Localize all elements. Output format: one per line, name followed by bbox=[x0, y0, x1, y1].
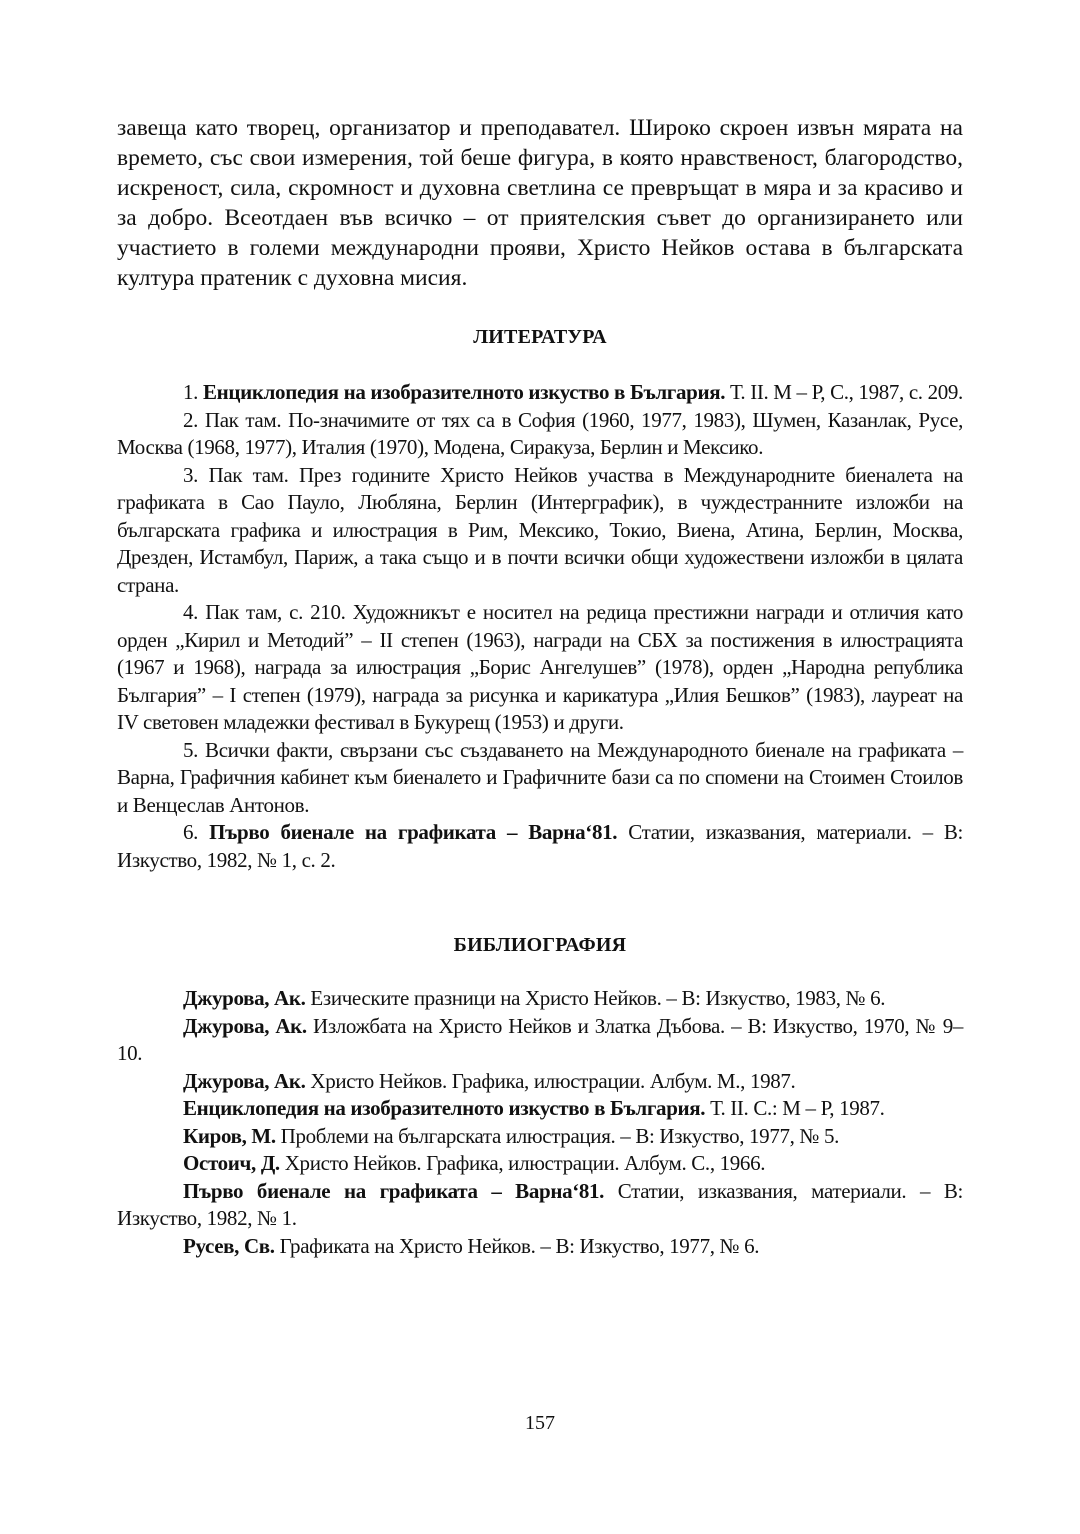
intro-paragraph: завеща като творец, организатор и преподавател. Широко скроен извън мярата на времето, със свои измерения, той беше фигура, в която нравственост, благородство, искреност, сила, скромност и духовна светлина се превръщат в мяра и за красиво и за добро. Всеотдаен във всичко – от приятелския съвет до организирането или участието в големи международни прояви, Христо Нейков остава в българската култура пратеник с духовна мисия. bbox=[117, 115, 963, 291]
document-page bbox=[117, 113, 963, 1260]
bibliography-list bbox=[117, 985, 963, 1260]
literature-item: 1. Енциклопедия на изобразителното изкуство в България. Т. II. М – Р, С., 1987, с. 209. bbox=[183, 380, 963, 404]
author-name: Джурова, Ак. bbox=[183, 986, 306, 1010]
literature-item: 3. Пак там. През годините Христо Нейков участва в Международните биеналета на графиката в Сао Пауло, Любляна, Берлин (Интерграфик), в чуждестранните изложби на българската графика и илюстрация в Рим, Мексико, Токио, Виена, Атина, Берлин, Москва, Дрезден, Истамбул, Париж, а така също и в почти всички общи художествени изложби в цялата страна. bbox=[117, 462, 963, 597]
literature-item: 5. Всички факти, свързани със създаването на Международното биенале на графиката – Варна, Графичния кабинет към биеналето и Графичните бази са по спомени на Стоимен Стоилов и Венцеслав Антонов. bbox=[117, 737, 963, 817]
literature-item: 4. Пак там, с. 210. Художникът е носител на редица престижни награди и отличия като орден „Кирил и Методий” – II степен (1963), награди на СБХ за постижения в илюстрацията (1967 и 1968), награда за илюстрация „Борис Ангелушев” (1978), орден „Народна република България” – I степен (1979), награда за рисунка и карикатура „Илия Бешков” (1983), лауреат на IV световен младежки фестивал в Букурещ (1953) и други. bbox=[117, 600, 963, 734]
bibliography-item: Първо биенале на графиката – Варна‘81. Статии, изказвания, материали. – В: Изкуство, 1982, № 1. bbox=[117, 1178, 963, 1230]
literature-list bbox=[117, 379, 963, 874]
bibliography-item: Джурова, Ак. Изложбата на Христо Нейков и Златка Дъбова. – В: Изкуство, 1970, № 9–10. bbox=[117, 1013, 963, 1065]
author-name: Русев, Св. bbox=[183, 1233, 275, 1258]
page-number: 157 bbox=[525, 1412, 555, 1434]
author-name: Джурова, Ак. bbox=[183, 1068, 306, 1093]
bibliography-item: Джурова, Ак. Христо Нейков. Графика, илюстрации. Албум. М., 1987. bbox=[183, 1068, 796, 1093]
literature-heading: ЛИТЕРАТУРА bbox=[473, 326, 607, 348]
bibliography-item: Джурова, Ак. Езическите празници на Христо Нейков. – В: Изкуство, 1983, № 6. bbox=[183, 986, 886, 1010]
bibliography-item: Остоич, Д. Христо Нейков. Графика, илюстрации. Албум. С., 1966. bbox=[183, 1151, 766, 1175]
literature-item: 2. Пак там. По-значимите от тях са в София (1960, 1977, 1983), Шумен, Казанлак, Русе, Москва (1968, 1977), Италия (1970), Модена, Сиракуза, Берлин и Мексико. bbox=[117, 407, 963, 459]
bibliography-heading: БИБЛИОГРАФИЯ bbox=[453, 934, 627, 956]
author-name: Джурова, Ак. bbox=[183, 1013, 307, 1038]
bibliography-item: Киров, М. Проблеми на българската илюстрация. – В: Изкуство, 1977, № 5. bbox=[183, 1123, 840, 1148]
author-name: Енциклопедия на изобразителното изкуство в България. bbox=[183, 1096, 706, 1120]
author-name: Първо биенале на графиката – Варна‘81. bbox=[183, 1178, 605, 1203]
bibliography-item: Енциклопедия на изобразителното изкуство в България. Т. II. С.: М – Р, 1987. bbox=[183, 1096, 885, 1120]
author-name: Киров, М. bbox=[183, 1123, 276, 1148]
author-name: Остоич, Д. bbox=[183, 1151, 280, 1175]
bibliography-item: Русев, Св. Графиката на Христо Нейков. – В: Изкуство, 1977, № 6. bbox=[183, 1233, 760, 1258]
literature-item: 6. Първо биенале на графиката – Варна‘81. Статии, изказвания, материали. – В: Изкуство, 1982, № 1, с. 2. bbox=[117, 820, 963, 872]
